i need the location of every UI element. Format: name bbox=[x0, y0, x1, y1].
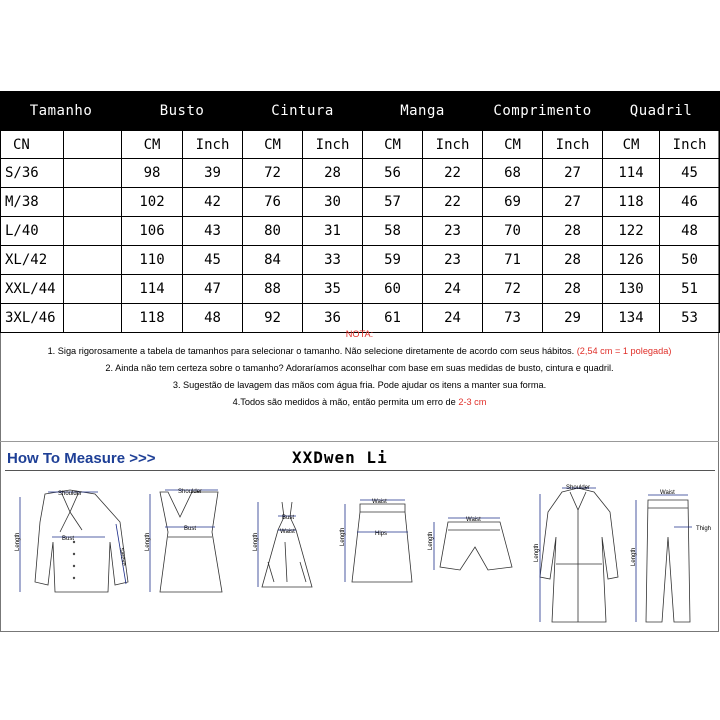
table-cell: 130 bbox=[603, 275, 660, 304]
table-cell: 28 bbox=[543, 246, 603, 275]
subheader-unit: Inch bbox=[423, 131, 483, 159]
subheader-unit: Inch bbox=[543, 131, 603, 159]
brand-name: XXDwen Li bbox=[292, 448, 388, 467]
label-sleeve: Sleeve bbox=[117, 547, 127, 567]
note-line-2: 2. Ainda não tem certeza sobre o tamanho? Adoraríamos aconselhar com base em suas medidas de busto, cintura e quadril. bbox=[105, 363, 614, 373]
table-cell: 33 bbox=[303, 246, 363, 275]
measurement-figures bbox=[0, 482, 719, 632]
table-cell: 23 bbox=[423, 217, 483, 246]
table-header-row bbox=[1, 92, 720, 131]
label-bust: Bust bbox=[282, 515, 295, 521]
size-cell: 3XL/46 bbox=[1, 304, 64, 333]
subheader-unit: CM bbox=[243, 131, 303, 159]
table-cell: 102 bbox=[122, 188, 183, 217]
label-shoulder: Shoulder bbox=[58, 491, 83, 497]
table-cell: 57 bbox=[363, 188, 423, 217]
table-cell: 70 bbox=[483, 217, 543, 246]
table-row bbox=[1, 246, 720, 275]
table-cell bbox=[64, 246, 122, 275]
shorts-figure bbox=[428, 517, 512, 570]
table-cell: 42 bbox=[183, 188, 243, 217]
table-cell: 51 bbox=[660, 275, 720, 304]
table-cell: 71 bbox=[483, 246, 543, 275]
table-cell: 118 bbox=[122, 304, 183, 333]
table-cell: 58 bbox=[363, 217, 423, 246]
label-shoulder: Shoulder bbox=[566, 485, 591, 491]
table-cell: 69 bbox=[483, 188, 543, 217]
subheader-unit: Inch bbox=[660, 131, 720, 159]
table-cell: 31 bbox=[303, 217, 363, 246]
table-cell: 56 bbox=[363, 159, 423, 188]
table-cell: 88 bbox=[243, 275, 303, 304]
size-cell: S/36 bbox=[1, 159, 64, 188]
table-cell: 39 bbox=[183, 159, 243, 188]
subheader-cn: CN bbox=[1, 131, 64, 159]
table-cell: 61 bbox=[363, 304, 423, 333]
table-cell: 110 bbox=[122, 246, 183, 275]
table-cell: 73 bbox=[483, 304, 543, 333]
table-cell: 47 bbox=[183, 275, 243, 304]
subheader-unit: CM bbox=[363, 131, 423, 159]
subheader-unit: Inch bbox=[303, 131, 363, 159]
subheader-unit: CM bbox=[122, 131, 183, 159]
table-cell: 30 bbox=[303, 188, 363, 217]
size-cell: XL/42 bbox=[1, 246, 64, 275]
notes-section bbox=[0, 326, 719, 411]
table-cell: 27 bbox=[543, 188, 603, 217]
table-cell: 48 bbox=[660, 217, 720, 246]
table-cell: 59 bbox=[363, 246, 423, 275]
table-row bbox=[1, 217, 720, 246]
table-cell bbox=[64, 131, 122, 159]
table-cell: 45 bbox=[183, 246, 243, 275]
note-conversion: (2,54 cm = 1 polegada) bbox=[576, 346, 672, 356]
skirt-figure bbox=[340, 499, 412, 582]
table-cell bbox=[64, 275, 122, 304]
table-cell: 68 bbox=[483, 159, 543, 188]
table-row bbox=[1, 275, 720, 304]
table-cell: 53 bbox=[660, 304, 720, 333]
subheader-unit: CM bbox=[603, 131, 660, 159]
table-cell: 84 bbox=[243, 246, 303, 275]
note-text: 1. Siga rigorosamente a tabela de tamanhos para selecionar o tamanho. Não selecione diretamente de acordo com seus hábitos. bbox=[47, 346, 575, 356]
table-cell: 36 bbox=[303, 304, 363, 333]
table-cell: 134 bbox=[603, 304, 660, 333]
dress-figure bbox=[253, 502, 312, 587]
table-cell: 118 bbox=[603, 188, 660, 217]
table-cell: 48 bbox=[183, 304, 243, 333]
size-cell: XXL/44 bbox=[1, 275, 64, 304]
blouse-figure bbox=[15, 490, 128, 592]
label-bust: Bust bbox=[62, 536, 75, 542]
divider bbox=[5, 470, 715, 471]
note-line-3: 3. Sugestão de lavagem das mãos com água fria. Pode ajudar os itens a manter sua forma. bbox=[172, 380, 547, 390]
header-quadril: Quadril bbox=[603, 92, 720, 131]
table-cell: 50 bbox=[660, 246, 720, 275]
header-manga: Manga bbox=[363, 92, 483, 131]
note-text: 4.Todos são medidos à mão, então permita um erro de bbox=[232, 397, 456, 407]
size-table bbox=[0, 91, 720, 333]
table-cell bbox=[64, 159, 122, 188]
note-line-4 bbox=[0, 394, 719, 411]
notes-title: NOTA: bbox=[345, 329, 374, 339]
note-line-1 bbox=[0, 343, 719, 360]
header-cintura: Cintura bbox=[243, 92, 363, 131]
label-length: Length bbox=[534, 543, 540, 562]
label-length: Length bbox=[253, 532, 259, 551]
table-cell: 28 bbox=[543, 275, 603, 304]
table-row bbox=[1, 188, 720, 217]
header-tamanho: Tamanho bbox=[1, 92, 122, 131]
label-waist: Waist bbox=[660, 490, 675, 496]
table-cell: 28 bbox=[543, 217, 603, 246]
size-cell: M/38 bbox=[1, 188, 64, 217]
table-cell: 24 bbox=[423, 304, 483, 333]
table-cell: 60 bbox=[363, 275, 423, 304]
header-comprimento: Comprimento bbox=[483, 92, 603, 131]
vest-figure bbox=[145, 489, 222, 592]
label-hips: Hips bbox=[375, 531, 388, 537]
table-cell bbox=[64, 217, 122, 246]
label-length: Length bbox=[340, 527, 346, 546]
label-length: Length bbox=[145, 532, 151, 551]
how-to-measure-section bbox=[0, 441, 719, 632]
table-cell: 92 bbox=[243, 304, 303, 333]
label-length: Length bbox=[15, 532, 21, 551]
table-cell: 28 bbox=[303, 159, 363, 188]
table-cell: 72 bbox=[483, 275, 543, 304]
table-cell: 35 bbox=[303, 275, 363, 304]
table-cell bbox=[64, 188, 122, 217]
table-cell: 29 bbox=[543, 304, 603, 333]
table-cell: 46 bbox=[660, 188, 720, 217]
label-waist: Waist bbox=[466, 517, 481, 523]
label-thigh: Thigh bbox=[696, 526, 712, 532]
pants-figure bbox=[631, 490, 711, 622]
table-cell: 114 bbox=[603, 159, 660, 188]
table-cell: 22 bbox=[423, 159, 483, 188]
table-cell: 23 bbox=[423, 246, 483, 275]
table-cell: 43 bbox=[183, 217, 243, 246]
table-cell: 72 bbox=[243, 159, 303, 188]
table-subheader-row bbox=[1, 131, 720, 159]
table-row bbox=[1, 159, 720, 188]
label-length: Length bbox=[631, 547, 637, 566]
label-waist: Waist bbox=[372, 499, 387, 505]
table-cell: 76 bbox=[243, 188, 303, 217]
table-cell: 126 bbox=[603, 246, 660, 275]
table-cell: 114 bbox=[122, 275, 183, 304]
table-cell: 106 bbox=[122, 217, 183, 246]
size-cell: L/40 bbox=[1, 217, 64, 246]
table-cell: 24 bbox=[423, 275, 483, 304]
table-cell: 122 bbox=[603, 217, 660, 246]
table-cell: 80 bbox=[243, 217, 303, 246]
how-to-measure-title: How To Measure >>> bbox=[7, 450, 156, 467]
table-cell: 98 bbox=[122, 159, 183, 188]
label-shoulder: Shoulder bbox=[178, 489, 203, 495]
label-length: Length bbox=[428, 531, 434, 550]
coat-figure bbox=[534, 485, 618, 622]
table-cell: 27 bbox=[543, 159, 603, 188]
table-cell: 45 bbox=[660, 159, 720, 188]
subheader-unit: Inch bbox=[183, 131, 243, 159]
table-cell: 22 bbox=[423, 188, 483, 217]
note-error-range: 2-3 cm bbox=[458, 397, 487, 407]
header-busto: Busto bbox=[122, 92, 243, 131]
subheader-unit: CM bbox=[483, 131, 543, 159]
label-bust: Bust bbox=[184, 526, 197, 532]
label-waist: Waist bbox=[280, 529, 295, 535]
